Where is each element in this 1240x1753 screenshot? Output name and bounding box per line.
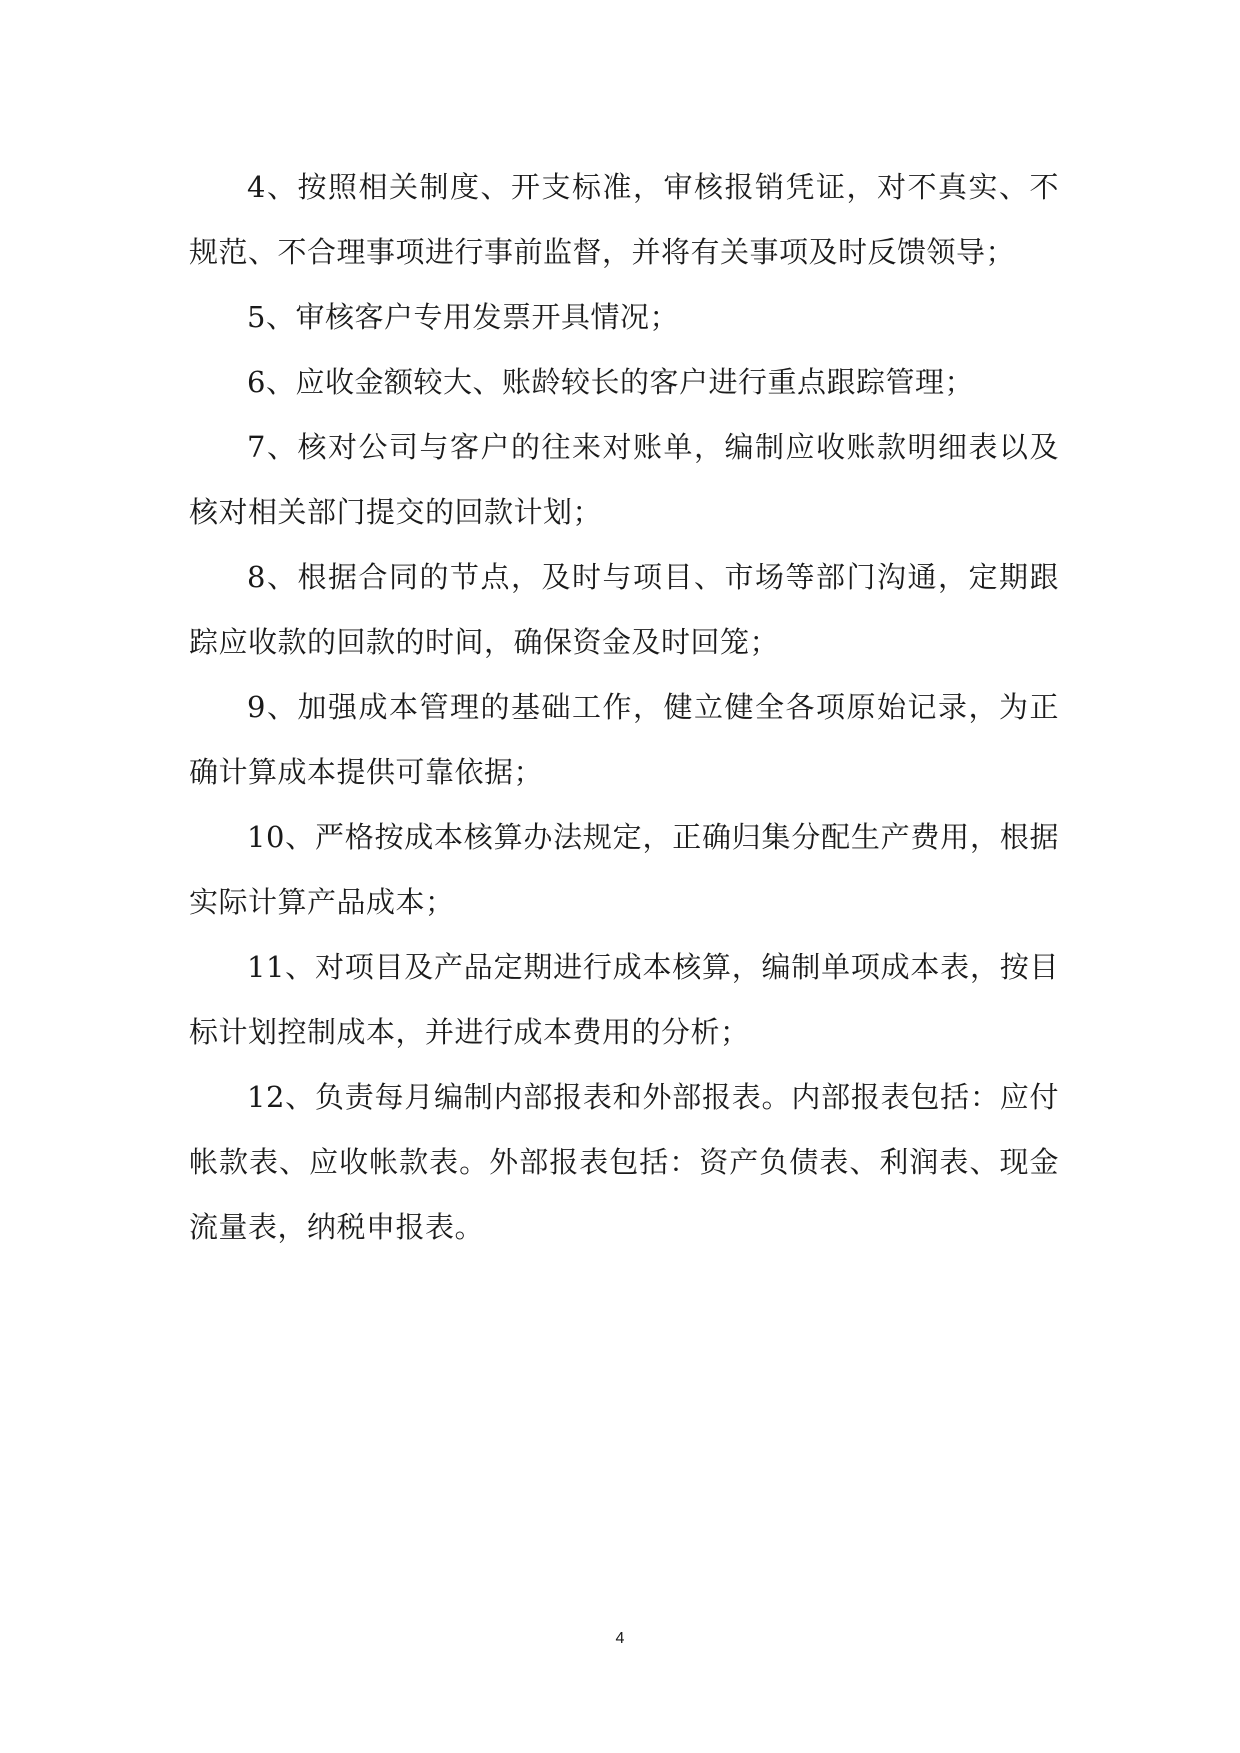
document-body <box>189 155 1059 1260</box>
paragraph-item-11: 11、对项目及产品定期进行成本核算，编制单项成本表，按目标计划控制成本，并进行成本费用的分析； <box>189 950 1059 1049</box>
paragraph-item-10: 10、严格按成本核算办法规定，正确归集分配生产费用，根据实际计算产品成本； <box>189 820 1059 919</box>
paragraph-item-9: 9、加强成本管理的基础工作，健立健全各项原始记录，为正确计算成本提供可靠依据； <box>189 690 1059 789</box>
paragraph-item-4: 4、按照相关制度、开支标准，审核报销凭证，对不真实、不规范、不合理事项进行事前监督，并将有关事项及时反馈领导； <box>189 170 1059 269</box>
paragraph-item-5: 5、审核客户专用发票开具情况； <box>247 300 679 334</box>
paragraph-item-12: 12、负责每月编制内部报表和外部报表。内部报表包括：应付帐款表、应收帐款表。外部报表包括：资产负债表、利润表、现金流量表，纳税申报表。 <box>189 1080 1059 1244</box>
paragraph-item-6: 6、应收金额较大、账龄较长的客户进行重点跟踪管理； <box>247 365 974 399</box>
page-number: 4 <box>615 1630 625 1647</box>
paragraph-item-8: 8、根据合同的节点，及时与项目、市场等部门沟通，定期跟踪应收款的回款的时间，确保资金及时回笼； <box>189 560 1059 659</box>
paragraph-item-7: 7、核对公司与客户的往来对账单，编制应收账款明细表以及核对相关部门提交的回款计划； <box>189 430 1059 529</box>
